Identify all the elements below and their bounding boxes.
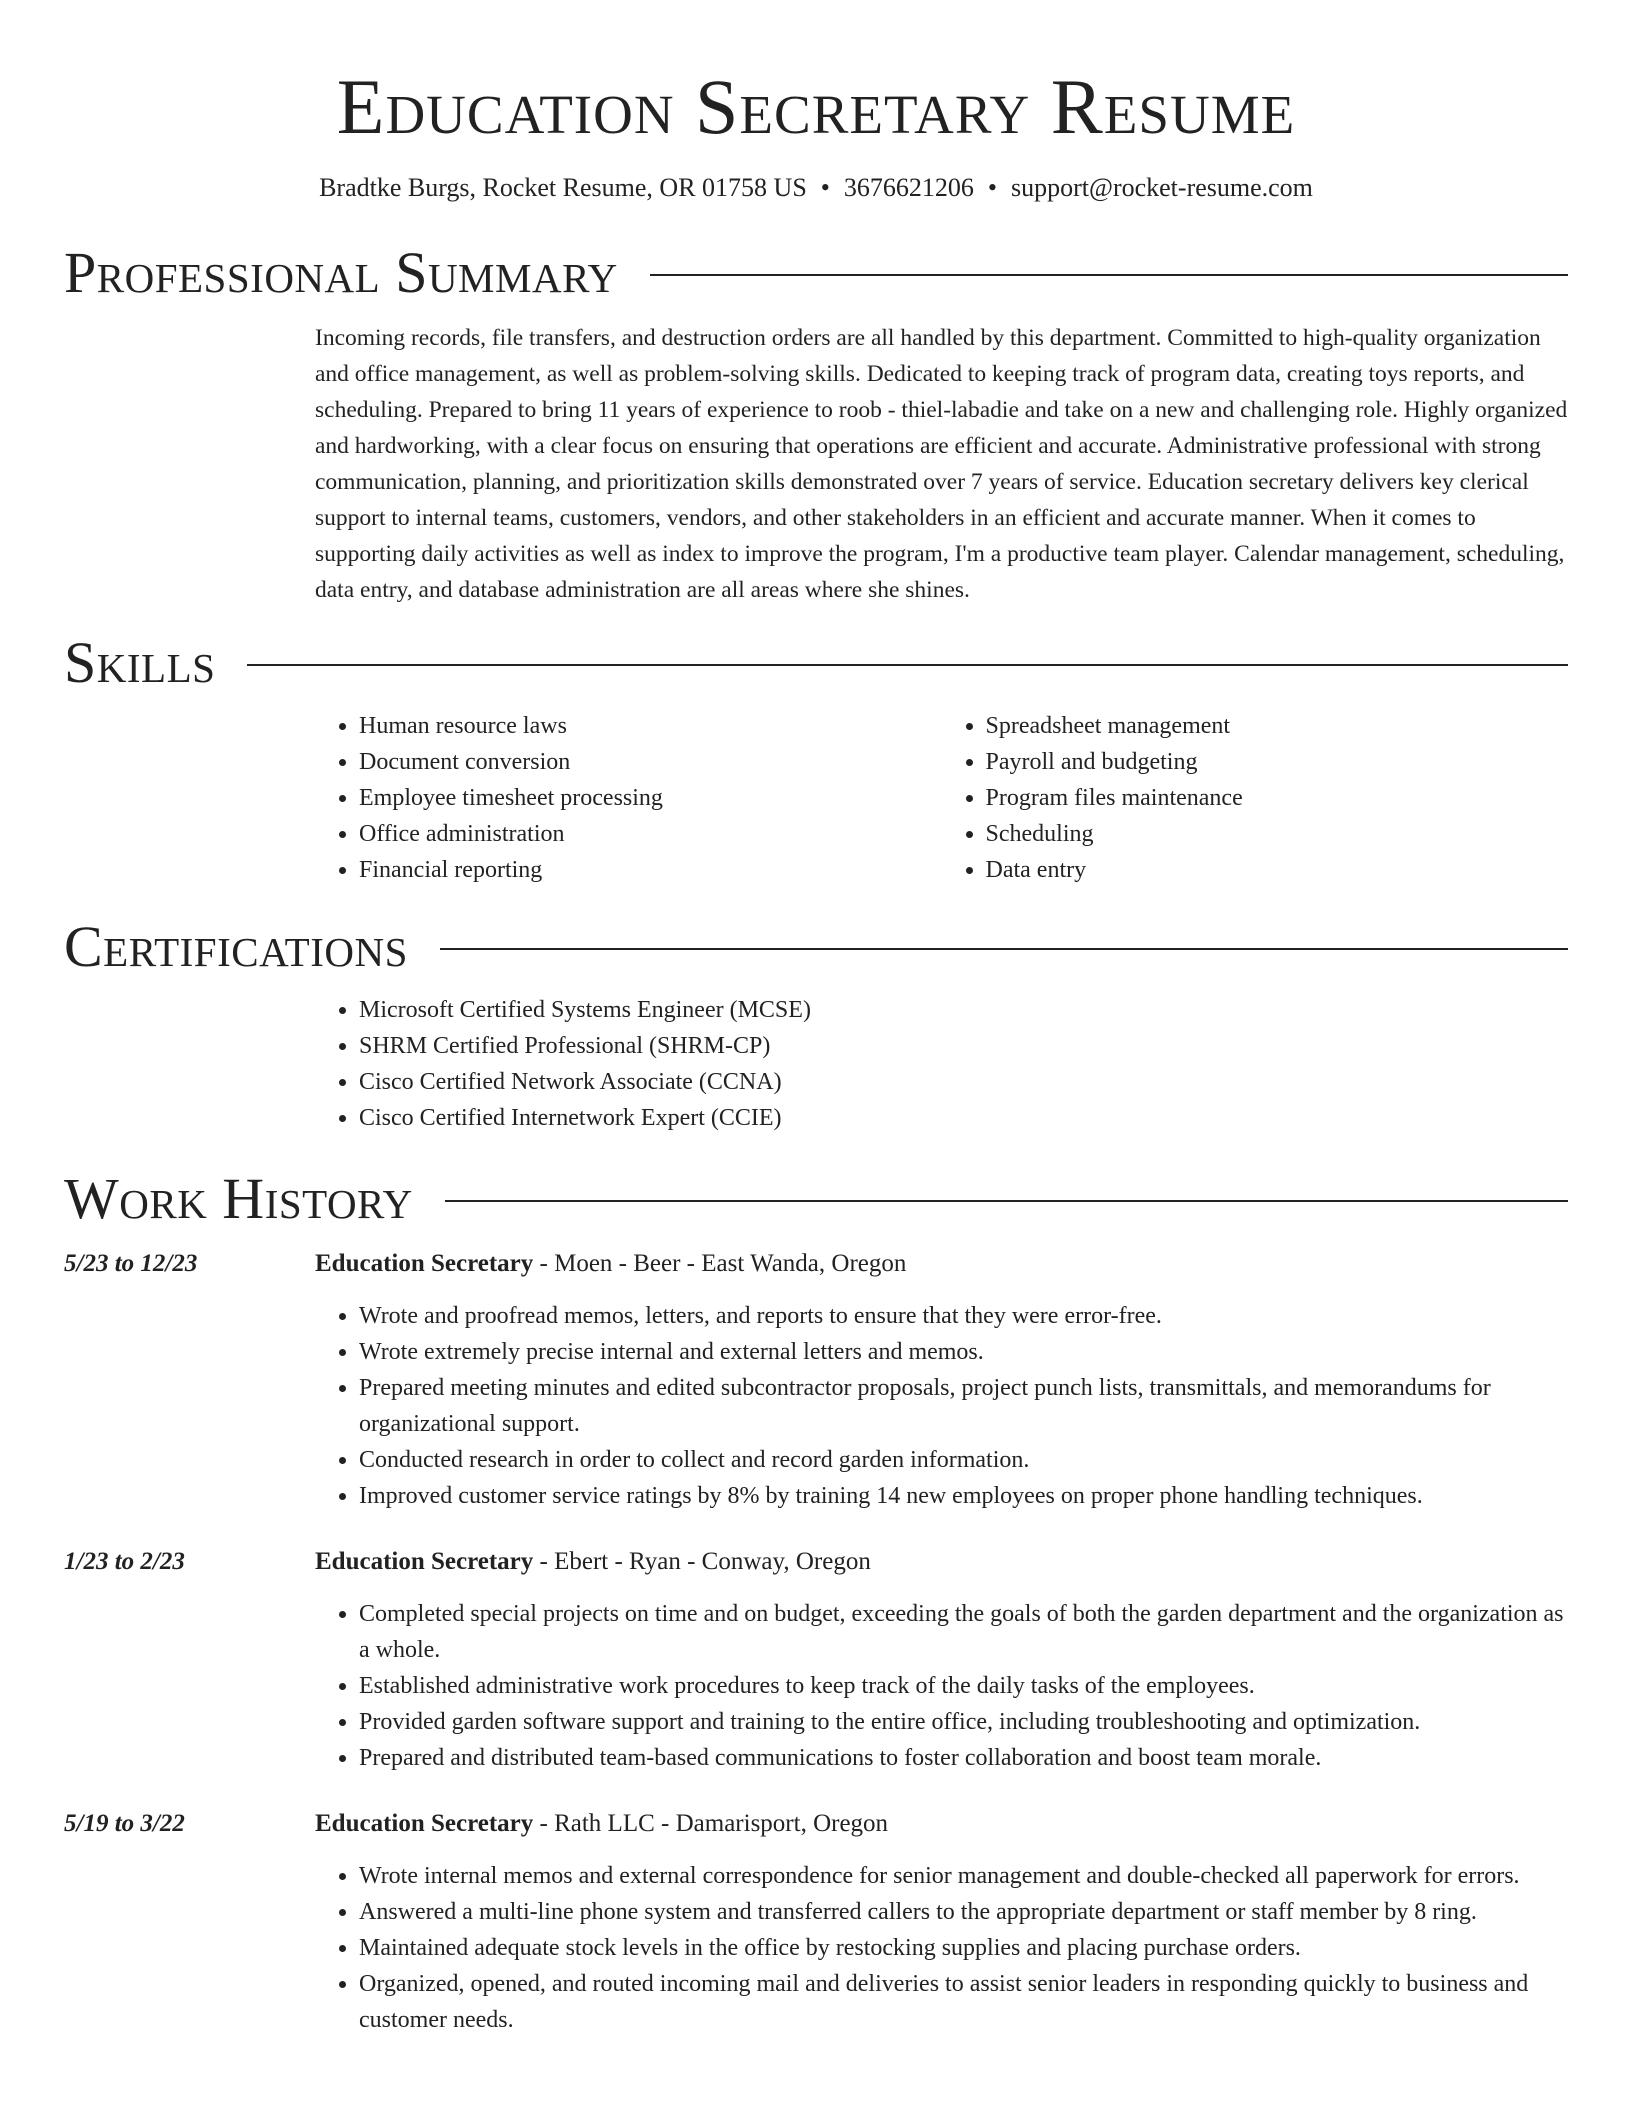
- job-company: - Ebert - Ryan - Conway, Oregon: [533, 1548, 871, 1575]
- job-bullet: • Wrote internal memos and external correspondence for senior management and double-checked all paperwork for errors.: [359, 1858, 1568, 1894]
- job-company: - Rath LLC - Damarisport, Oregon: [533, 1810, 889, 1837]
- job-company: - Moen - Beer - East Wanda, Oregon: [533, 1250, 907, 1277]
- summary-text: Incoming records, file transfers, and destruction orders are all handled by this department. Committed to high-quality organization and office management, as well as problem-solving skills. Dedicated to keeping track of program data, creating toys reports, and scheduling. Prepared to bring 11 years of experience to roob - thiel-labadie and take on a new and challenging role. Highly organized and hardworking, with a clear focus on ensuring that operations are efficient and accurate. Administrative professional with strong communication, planning, and prioritization skills demonstrated over 7 years of service. Education secretary delivers key clerical support to internal teams, customers, vendors, and other stakeholders in an efficient and accurate manner. When it comes to supporting daily activities as well as index to improve the program, I'm a productive team player. Calendar management, scheduling, data entry, and database administration are all areas where she shines.: [315, 325, 1568, 603]
- certifications-list: [315, 992, 1568, 1136]
- work-section-header: [64, 1164, 1568, 1234]
- summary-heading: Professional Summary: [64, 240, 618, 305]
- certifications-heading: Certifications: [64, 914, 408, 979]
- skill-item: • Payroll and budgeting: [986, 744, 1569, 780]
- skills-heading: Skills: [64, 630, 216, 695]
- skills-column-right: [942, 708, 1569, 888]
- job-bullet: • Completed special projects on time and on budget, exceeding the goals of both the garden department and the organization as a whole.: [359, 1596, 1568, 1668]
- job-bullet: • Wrote and proofread memos, letters, and reports to ensure that they were error-free.: [359, 1298, 1568, 1334]
- contact-phone: 3676621206: [843, 173, 974, 202]
- certifications-section-header: [64, 912, 1568, 982]
- job-bullet-list: [315, 1858, 1568, 2038]
- certifications-bullets: [315, 992, 1568, 1136]
- job-dates: 5/19 to 3/22: [64, 1810, 185, 1837]
- section-divider: [650, 274, 1568, 276]
- contact-email[interactable]: support@rocket-resume.com: [1011, 173, 1313, 202]
- skill-item: • Program files maintenance: [986, 780, 1569, 816]
- job-bullet: • Improved customer service ratings by 8% by training 14 new employees on proper phone handling techniques.: [359, 1478, 1568, 1514]
- skills-section-header: [64, 628, 1568, 698]
- job-entry: [64, 1544, 1568, 1776]
- contact-separator: •: [987, 173, 997, 202]
- resume-page: [64, 0, 1568, 2038]
- skill-item: • Document conversion: [359, 744, 942, 780]
- job-bullet: • Wrote extremely precise internal and external letters and memos.: [359, 1334, 1568, 1370]
- job-bullet: • Maintained adequate stock levels in the office by restocking supplies and placing purchase orders.: [359, 1930, 1568, 1966]
- job-bullet: • Answered a multi-line phone system and transferred callers to the appropriate department or staff member by 8 ring.: [359, 1894, 1568, 1930]
- job-bullet: • Organized, opened, and routed incoming mail and deliveries to assist senior leaders in responding quickly to business and customer needs.: [359, 1966, 1568, 2038]
- job-title-line: [315, 1806, 888, 1842]
- job-bullet: • Established administrative work procedures to keep track of the daily tasks of the employees.: [359, 1668, 1568, 1704]
- job-title: Education Secretary: [315, 1548, 534, 1575]
- certification-item: • Microsoft Certified Systems Engineer (MCSE): [359, 992, 1568, 1028]
- job-entry: [64, 1246, 1568, 1514]
- job-header: [64, 1246, 1568, 1282]
- job-title: Education Secretary: [315, 1810, 534, 1837]
- job-header: [64, 1806, 1568, 1842]
- skill-item: • Office administration: [359, 816, 942, 852]
- skill-item: • Human resource laws: [359, 708, 942, 744]
- job-entry: [64, 1806, 1568, 2038]
- job-bullet: • Prepared and distributed team-based communications to foster collaboration and boost team morale.: [359, 1740, 1568, 1776]
- certification-item: • SHRM Certified Professional (SHRM-CP): [359, 1028, 1568, 1064]
- summary-section-header: [64, 238, 1568, 308]
- job-bullet: • Provided garden software support and training to the entire office, including troubleshooting and optimization.: [359, 1704, 1568, 1740]
- skills-column-left: [315, 708, 942, 888]
- skill-item: • Scheduling: [986, 816, 1569, 852]
- certification-item: • Cisco Certified Network Associate (CCNA): [359, 1064, 1568, 1100]
- certification-item: • Cisco Certified Internetwork Expert (CCIE): [359, 1100, 1568, 1136]
- job-bullet: • Prepared meeting minutes and edited subcontractor proposals, project punch lists, transmittals, and memorandums for organizational support.: [359, 1370, 1568, 1442]
- section-divider: [247, 664, 1568, 666]
- skill-item: • Financial reporting: [359, 852, 942, 888]
- section-divider: [440, 948, 1568, 950]
- skills-list: [315, 708, 1568, 888]
- contact-address: Bradtke Burgs, Rocket Resume, OR 01758 US: [319, 173, 807, 202]
- job-header: [64, 1544, 1568, 1580]
- job-dates: 5/23 to 12/23: [64, 1250, 198, 1277]
- job-bullets: [315, 1298, 1568, 1514]
- page-title: Education Secretary Resume: [336, 63, 1296, 150]
- section-divider: [445, 1200, 1568, 1202]
- job-bullet-list: [315, 1298, 1568, 1514]
- job-bullet: • Conducted research in order to collect and record garden information.: [359, 1442, 1568, 1478]
- job-title: Education Secretary: [315, 1250, 534, 1277]
- contact-line: [64, 172, 1568, 204]
- skill-item: • Employee timesheet processing: [359, 780, 942, 816]
- job-dates: 1/23 to 2/23: [64, 1548, 185, 1575]
- job-title-line: [315, 1544, 871, 1580]
- contact-separator: •: [820, 173, 830, 202]
- job-bullets: [315, 1596, 1568, 1776]
- job-bullet-list: [315, 1596, 1568, 1776]
- job-title-line: [315, 1246, 906, 1282]
- skill-item: • Spreadsheet management: [986, 708, 1569, 744]
- work-heading: Work History: [64, 1166, 413, 1231]
- skill-item: • Data entry: [986, 852, 1569, 888]
- job-bullets: [315, 1858, 1568, 2038]
